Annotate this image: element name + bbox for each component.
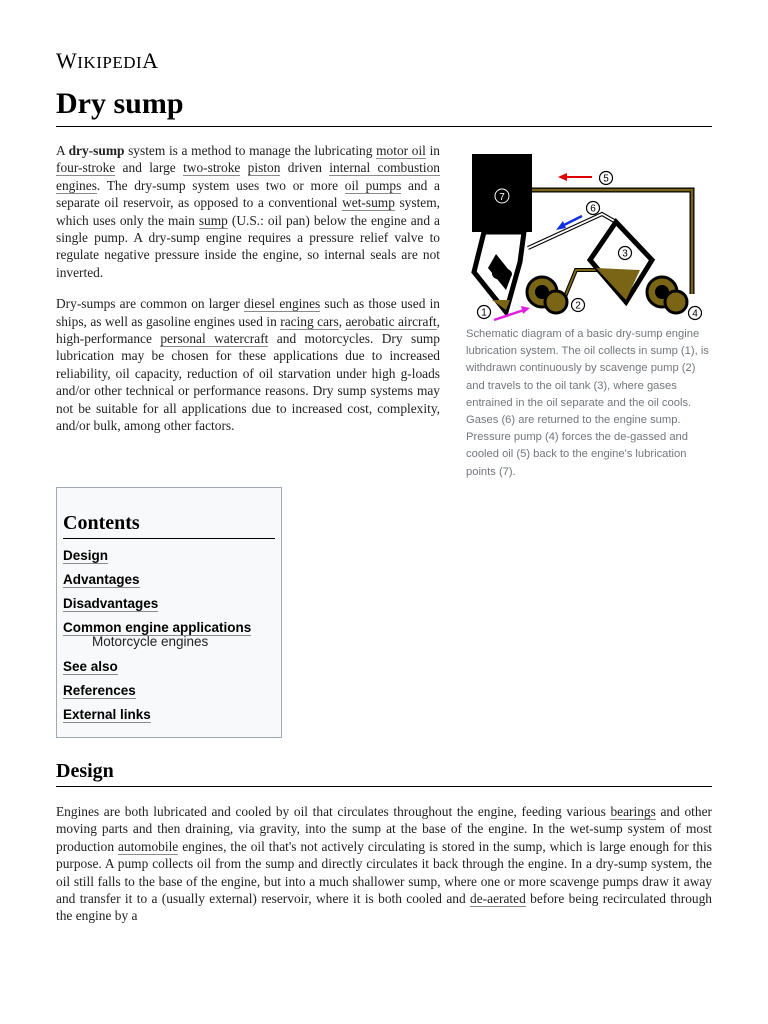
wiki-link[interactable]: diesel engines [243,296,321,312]
figure [466,150,712,481]
wiki-link[interactable]: two-stroke [183,160,241,176]
wiki-link[interactable]: sump [198,212,228,228]
toc-item-see-also[interactable]: See also [63,659,118,674]
wiki-link[interactable]: motor oil [376,143,426,158]
svg-text:7: 7 [499,192,505,203]
svg-text:1: 1 [481,307,487,319]
label-7 [495,189,509,203]
wordmark-initial: W [56,48,78,73]
svg-text:2: 2 [575,300,581,312]
label-3 [619,247,632,260]
table-of-contents [56,487,282,738]
toc-item-references[interactable]: References [63,683,136,698]
wiki-link[interactable]: oil pumps [344,177,402,193]
wiki-link[interactable]: automobile [117,838,179,854]
wordmark-middle: IKIPEDI [77,53,143,72]
wiki-link[interactable]: four-stroke [56,160,116,176]
label-4 [689,307,702,320]
toc-item-disadvantages[interactable]: Disadvantages [63,596,159,611]
scavenge-pump [527,277,567,313]
pressure-pump [647,277,687,313]
svg-text:5: 5 [603,173,609,185]
toc-item-motorcycle-engines[interactable]: Motorcycle engines [92,634,209,649]
wiki-link[interactable]: wet-sump [342,195,395,211]
toc-item-design[interactable]: Design [63,548,109,563]
wordmark-final: A [142,48,159,73]
wiki-link[interactable]: internal combustion engines [56,160,440,193]
bold-term: dry-sump [68,143,125,158]
wiki-link[interactable]: personal watercraft [160,331,269,347]
wiki-link[interactable]: piston [247,160,281,176]
svg-text:4: 4 [692,308,698,320]
label-5 [600,172,613,185]
figure-caption: Schematic diagram of a basic dry-sump engine lubrication system. The oil collects in sump (1), is withdrawn continuously by scavenge pump (2) and travels to the oil tank (3), where gases entrained in the oil separate and the oil cools. Gases (6) are returned to the engine sump. Pressure pump (4) forces the de-gassed and cooled oil (5) back to the engine's lubrication points (7). [466,328,709,478]
toc-item-external-links[interactable]: External links [63,707,151,722]
arrow-oil-return [558,173,592,181]
wiki-link[interactable]: racing cars [280,313,339,329]
toc-title: Contents [63,510,275,539]
lead-paragraph-1: A dry-sump system is a method to manage the lubricating motor oil in four-stroke and large two-stroke piston driven internal combustion engines. The dry-sump system uses two or more oil pumps and a separate oil reservoir, as opposed to a conventional wet-sump system, which uses only the main sump (U.S.: oil pan) below the engine and a single pump. A dry-sump engine requires a pressure relief valve to regulate negative pressure inside the engine, so internal seals are not inverted. [56,143,441,280]
page-title: Dry sump [56,84,712,127]
section-heading-design: Design [56,758,712,787]
dry-sump-diagram[interactable] [466,150,712,324]
svg-text:6: 6 [590,203,596,215]
svg-text:3: 3 [622,248,628,260]
wiki-link[interactable]: bearings [610,804,656,819]
wiki-link[interactable]: aerobatic aircraft [345,313,437,329]
lead-paragraph-2: Dry-sumps are common on larger diesel engines such as those used in ships, as well as gasoline engines used in racing cars, aerobatic aircraft, high-performance personal watercraft and motorcycles. Dry sump lubrication may be chosen for these applications due to increased reliability, oil capacity, reduction of oil starvation under high g-loads and/or other technical or performance reasons. Dry sump systems may not be suitable for all applications due to increased cost, complexity, and/or bulk, among other factors. [56,296,440,434]
design-paragraph-1: Engines are both lubricated and cooled by oil that circulates throughout the engine, feeding various bearings and other moving parts and then draining, via gravity, into the sump at the base of the engine. In the wet-sump system of most production automobile engines, the oil that's not actively circulating is stored in the sump, which is large enough for this purpose. A pump collects oil from the sump and directly circulates it back through the engine. In a dry-sump system, the oil still falls to the base of the engine, but into a much shallower sump, where one or more scavenge pumps draw it away and transfer it to a (usually external) reservoir, where it is both cooled and de-aerated before being recirculated through the engine by a [56,804,713,924]
toc-list [63,544,275,727]
arrow-sump-intake [494,306,530,320]
toc-item-common-engine-applications[interactable]: Common engine applications [63,620,252,635]
toc-item-advantages[interactable]: Advantages [63,572,140,587]
label-2 [572,299,585,312]
label-1 [478,306,491,319]
wiki-link[interactable]: de-aerated [470,891,526,907]
lead-section [56,142,440,449]
label-6 [587,202,600,215]
wikipedia-wordmark[interactable] [56,48,159,74]
